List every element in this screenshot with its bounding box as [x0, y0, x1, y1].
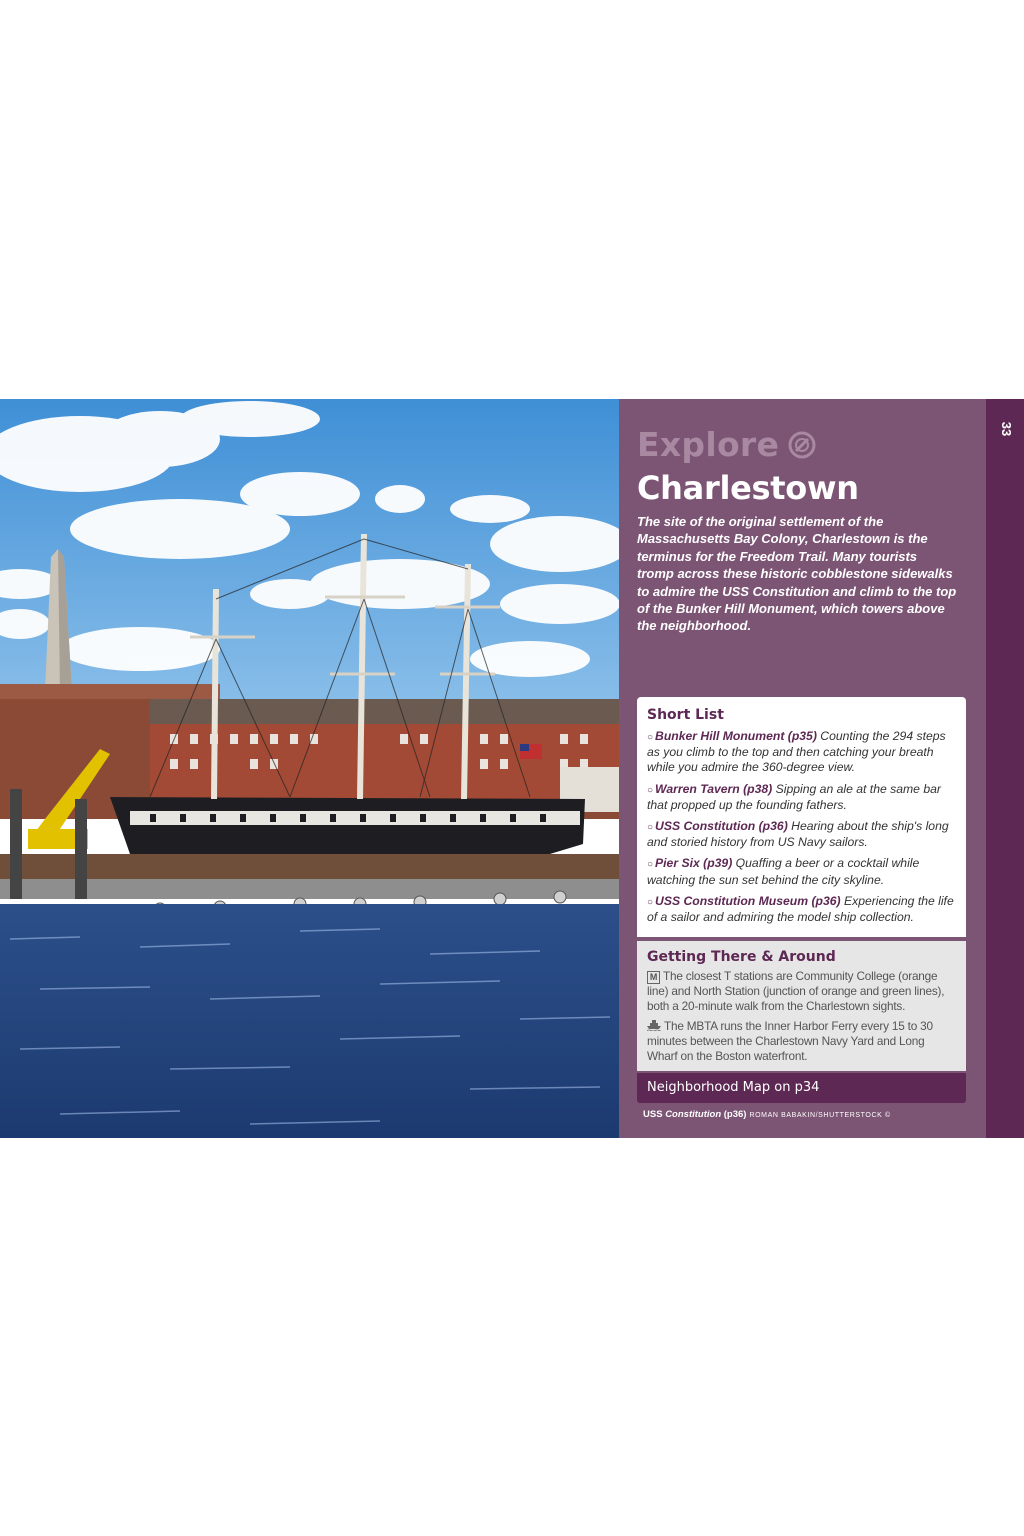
page-number: 33 — [999, 421, 1014, 437]
getting-there-heading: Getting There & Around — [647, 949, 836, 965]
sight-link[interactable]: Bunker Hill Monument (p35) — [655, 729, 817, 743]
metro-info — [637, 969, 966, 1015]
short-list-box — [637, 697, 966, 937]
explore-label: Explore — [637, 424, 780, 464]
list-item — [647, 894, 956, 925]
metro-text: The closest T stations are Community College (orange line) and North Station (junction of orange and green lines), both a 20-minute walk from the Charlestown sights. — [647, 969, 945, 1014]
sight-link[interactable]: Warren Tavern (p38) — [655, 781, 773, 796]
short-list-heading: Short List — [647, 707, 724, 723]
photographer-credit: ROMAN BABAKIN/SHUTTERSTOCK © — [749, 1112, 891, 1119]
bullet-icon: ○ — [647, 859, 654, 871]
metro-icon: M — [647, 971, 660, 984]
caption-suffix: (p36) — [721, 1109, 747, 1120]
short-list — [637, 729, 966, 925]
ferry-text: The MBTA runs the Inner Harbor Ferry every 15 to 30 minutes between the Charlestown Navy Yard and Long Wharf on the Boston waterfront. — [647, 1018, 933, 1064]
sight-description: Experiencing the life of a sailor and admiring the model ship collection. — [647, 893, 954, 925]
list-item — [647, 819, 956, 850]
list-item — [647, 856, 956, 887]
sight-link[interactable]: Pier Six (p39) — [655, 856, 733, 871]
caption-prefix: USS — [643, 1109, 666, 1120]
sight-link[interactable]: USS Constitution Museum (p36) — [655, 893, 841, 908]
caption-ship-name: Constitution — [665, 1109, 722, 1120]
explore-heading — [637, 423, 817, 465]
intro-paragraph: The site of the original settlement of the Massachusetts Bay Colony, Charlestown is the terminus for the Freedom Trail. Many tourists tromp across these historic cobblestone sidewalks to admire the USS Constitution and climb to the top of the Bunker Hill Monument, which towers above the neighborhood. — [637, 514, 957, 634]
sight-description: Counting the 294 steps as you climb to the top and then catching your breath while you admire the 360-degree view. — [647, 729, 946, 775]
sight-description: Sipping an ale at the same bar that propped up the founding fathers. — [647, 781, 941, 812]
sight-description: Hearing about the ship's long and storied history from US Navy sailors. — [647, 819, 949, 850]
list-item — [647, 729, 956, 776]
bullet-icon: ○ — [647, 896, 654, 908]
ferry-icon — [647, 1020, 661, 1031]
list-item — [647, 782, 956, 813]
bullet-icon: ○ — [647, 822, 654, 834]
sight-link[interactable]: USS Constitution (p36) — [655, 819, 788, 834]
compass-icon — [787, 429, 817, 459]
getting-there-box — [637, 941, 966, 1071]
ferry-info — [637, 1019, 966, 1065]
neighborhood-map-link[interactable]: Neighborhood Map on p34 — [637, 1073, 966, 1103]
bullet-icon: ○ — [647, 732, 654, 743]
bullet-icon: ○ — [647, 784, 654, 796]
page-title: Charlestown — [637, 469, 859, 507]
photo-credit — [643, 1109, 891, 1120]
sight-description: Quaffing a beer or a cocktail while watching the sun set behind the city skyline. — [647, 856, 920, 887]
